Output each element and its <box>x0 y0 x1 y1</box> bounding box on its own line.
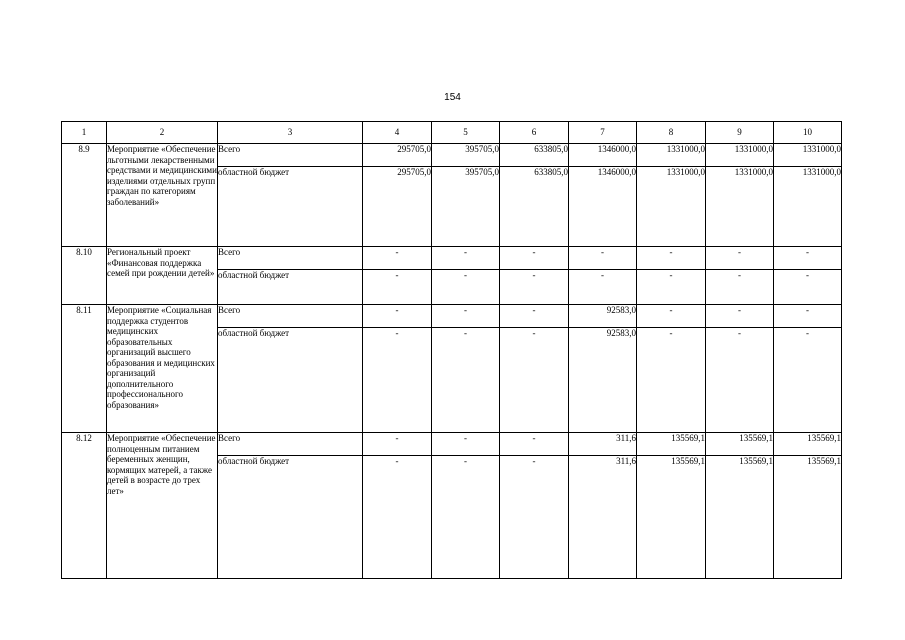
value-cell: - <box>500 328 569 433</box>
value-cell: - <box>432 433 500 456</box>
header-cell: 8 <box>637 122 706 144</box>
header-row <box>62 122 842 144</box>
value-cell: - <box>774 270 842 305</box>
value-cell: 1346000,0 <box>569 167 637 247</box>
value-cell: - <box>500 456 569 579</box>
header-cell: 10 <box>774 122 842 144</box>
value-cell: - <box>774 305 842 328</box>
value-cell: 1331000,0 <box>774 144 842 167</box>
row-number: 8.10 <box>62 247 107 305</box>
header-cell: 5 <box>432 122 500 144</box>
measure-name: Мероприятие «Обеспечение полноценным питанием беременных женщин, кормящих матерей, а также детей в возрасте до трех лет» <box>107 433 218 579</box>
value-cell: 1331000,0 <box>774 167 842 247</box>
value-cell: 135569,1 <box>706 456 774 579</box>
measure-name: Региональный проект «Финансовая поддержка семей при рождении детей» <box>107 247 218 305</box>
value-cell: 633805,0 <box>500 167 569 247</box>
value-cell: 1331000,0 <box>637 144 706 167</box>
value-cell: - <box>432 305 500 328</box>
funding-source: Всего <box>218 433 363 456</box>
value-cell: - <box>706 305 774 328</box>
value-cell: 92583,0 <box>569 328 637 433</box>
value-cell: - <box>637 270 706 305</box>
row-number: 8.9 <box>62 144 107 247</box>
value-cell: - <box>500 305 569 328</box>
header-cell: 3 <box>218 122 363 144</box>
funding-source: областной бюджет <box>218 328 363 433</box>
funding-source: Всего <box>218 305 363 328</box>
value-cell: - <box>363 456 432 579</box>
header-cell: 1 <box>62 122 107 144</box>
header-cell: 4 <box>363 122 432 144</box>
measure-name: Мероприятие «Социальная поддержка студентов медицинских образовательных организаций высшего образования и медицинских организаций дополнительного профессионального образования» <box>107 305 218 433</box>
value-cell: - <box>500 270 569 305</box>
value-cell: - <box>432 247 500 270</box>
header-cell: 9 <box>706 122 774 144</box>
funding-source: Всего <box>218 247 363 270</box>
funding-source: областной бюджет <box>218 456 363 579</box>
value-cell: - <box>432 270 500 305</box>
value-cell: - <box>432 456 500 579</box>
header-cell: 7 <box>569 122 637 144</box>
funding-source: Всего <box>218 144 363 167</box>
measure-name: Мероприятие «Обеспечение льготными лекарственными средствами и медицинскими изделиями отдельных групп граждан по категориям заболеваний» <box>107 144 218 247</box>
value-cell: - <box>637 328 706 433</box>
value-cell: - <box>706 247 774 270</box>
value-cell: - <box>637 305 706 328</box>
value-cell: 1331000,0 <box>706 144 774 167</box>
value-cell: - <box>774 247 842 270</box>
value-cell: - <box>569 270 637 305</box>
value-cell: 135569,1 <box>774 456 842 579</box>
row-number: 8.11 <box>62 305 107 433</box>
value-cell: 135569,1 <box>774 433 842 456</box>
value-cell: 1331000,0 <box>706 167 774 247</box>
value-cell: - <box>363 270 432 305</box>
value-cell: 135569,1 <box>637 456 706 579</box>
value-cell: - <box>706 270 774 305</box>
funding-source: областной бюджет <box>218 270 363 305</box>
value-cell: - <box>432 328 500 433</box>
funding-source: областной бюджет <box>218 167 363 247</box>
value-cell: 295705,0 <box>363 144 432 167</box>
header-cell: 2 <box>107 122 218 144</box>
value-cell: - <box>363 305 432 328</box>
table-row <box>62 247 842 270</box>
value-cell: 395705,0 <box>432 167 500 247</box>
value-cell: 311,6 <box>569 433 637 456</box>
value-cell: - <box>363 328 432 433</box>
value-cell: 395705,0 <box>432 144 500 167</box>
value-cell: 92583,0 <box>569 305 637 328</box>
value-cell: 1331000,0 <box>637 167 706 247</box>
value-cell: 135569,1 <box>637 433 706 456</box>
header-cell: 6 <box>500 122 569 144</box>
value-cell: 1346000,0 <box>569 144 637 167</box>
page-number: 154 <box>444 92 461 103</box>
value-cell: - <box>363 247 432 270</box>
value-cell: 633805,0 <box>500 144 569 167</box>
value-cell: - <box>569 247 637 270</box>
value-cell: - <box>500 433 569 456</box>
row-number: 8.12 <box>62 433 107 579</box>
value-cell: 135569,1 <box>706 433 774 456</box>
value-cell: 295705,0 <box>363 167 432 247</box>
value-cell: - <box>500 247 569 270</box>
value-cell: - <box>706 328 774 433</box>
value-cell: - <box>774 328 842 433</box>
value-cell: - <box>363 433 432 456</box>
value-cell: 311,6 <box>569 456 637 579</box>
table-row <box>62 144 842 167</box>
table-row <box>62 433 842 456</box>
value-cell: - <box>637 247 706 270</box>
budget-table <box>61 121 842 579</box>
table-row <box>62 305 842 328</box>
